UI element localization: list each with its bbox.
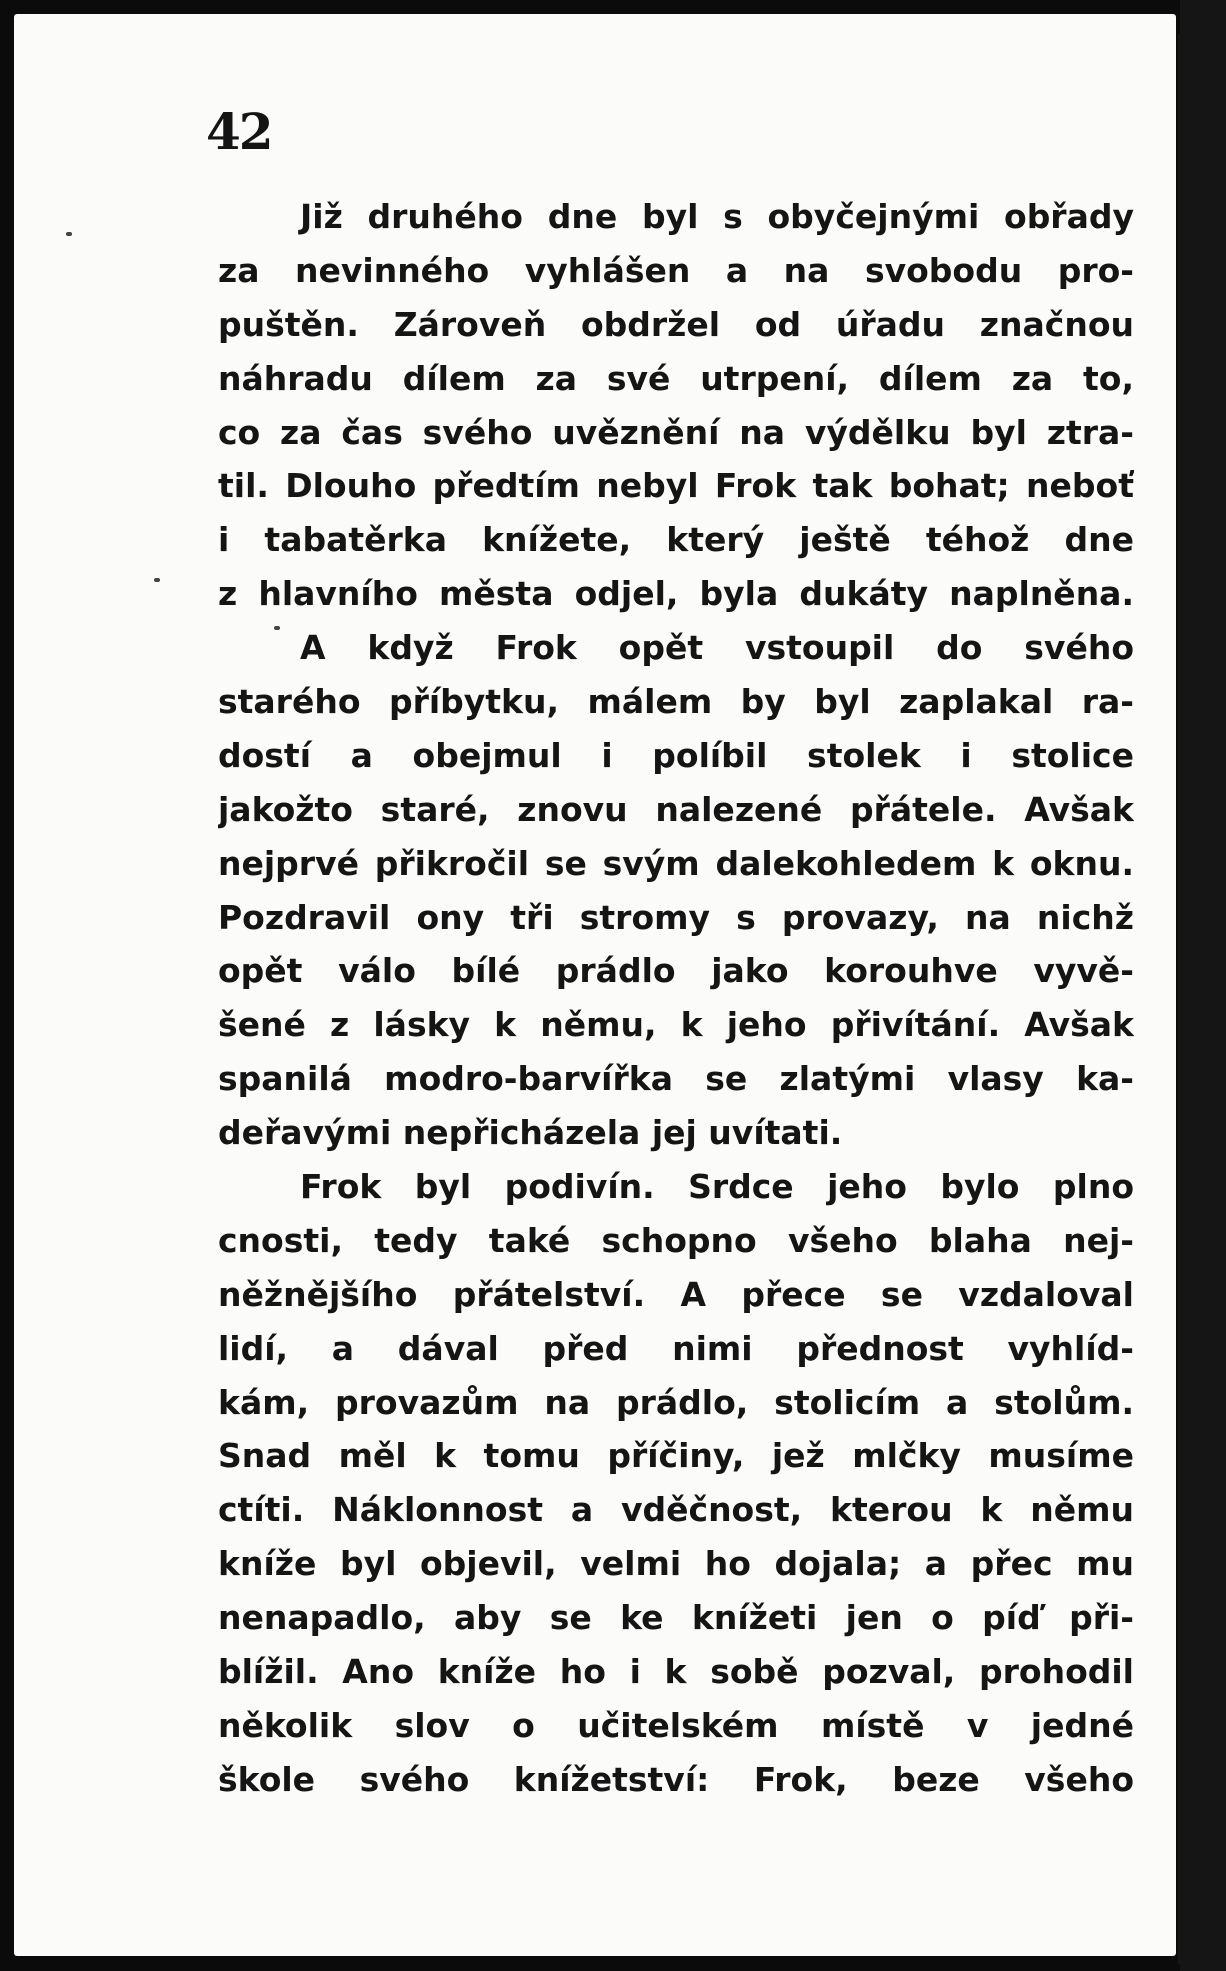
text-line: puštěn. Zároveň obdržel od úřadu značnou: [218, 304, 1134, 344]
text-line: něžnějšího přátelství. A přece se vzdaloval: [218, 1274, 1134, 1314]
text-line: za nevinného vyhlášen a na svobodu pro-: [218, 250, 1134, 290]
text-line: cnosti, tedy také schopno všeho blaha nej-: [218, 1220, 1134, 1260]
text-line: několik slov o učitelském místě v jedné: [218, 1705, 1134, 1745]
text-line: náhradu dílem za své utrpení, dílem za to,: [218, 358, 1134, 398]
text-line: i tabatěrka knížete, který ještě téhož dne: [218, 520, 1134, 560]
text-line: z hlavního města odjel, byla dukáty naplněna.: [218, 574, 1134, 614]
scan-speck: [154, 578, 160, 582]
text-line: Pozdravil ony tři stromy s provazy, na nichž: [218, 897, 1134, 937]
text-line: jakožto staré, znovu nalezené přátele. Avšak: [218, 789, 1134, 829]
text-line: ctíti. Náklonnost a vděčnost, kterou k němu: [218, 1490, 1134, 1530]
text-line: til. Dlouho předtím nebyl Frok tak bohat; neboť: [218, 466, 1134, 506]
text-line: šené z lásky k němu, k jeho přivítání. Avšak: [218, 1005, 1134, 1045]
text-line: opět válo bílé prádlo jako korouhve vyvě-: [218, 951, 1134, 991]
text-line: Snad měl k tomu příčiny, jež mlčky musíme: [218, 1436, 1134, 1476]
text-line: lidí, a dával před nimi přednost vyhlíd-: [218, 1328, 1134, 1368]
text-line: spanilá modro-barvířka se zlatými vlasy ka-: [218, 1059, 1134, 1099]
text-line: Již druhého dne byl s obyčejnými obřady: [300, 197, 1134, 236]
page-number: 42: [206, 102, 272, 161]
text-line: starého příbytku, málem by byl zaplakal ra-: [218, 682, 1134, 722]
text-line: dostí a obejmul i políbil stolek i stolice: [218, 735, 1134, 775]
scan-speck: [66, 232, 72, 236]
text-line: blížil. Ano kníže ho i k sobě pozval, prohodil: [218, 1652, 1134, 1692]
book-page: [14, 14, 1176, 1956]
text-line: A když Frok opět vstoupil do svého: [300, 628, 1134, 668]
body-text: [218, 190, 1134, 1807]
scan-border: [1180, 0, 1226, 1971]
text-line: nenapadlo, aby se ke knížeti jen o píď při-: [218, 1598, 1134, 1638]
text-line: kníže byl objevil, velmi ho dojala; a přec mu: [218, 1544, 1134, 1584]
text-line: Frok byl podivín. Srdce jeho bylo plno: [300, 1167, 1134, 1207]
text-line: kám, provazům na prádlo, stolicím a stolům.: [218, 1382, 1134, 1422]
text-line: škole svého knížetství: Frok, beze všeho: [218, 1759, 1134, 1799]
text-line: deřavými nepřicházela jej uvítati.: [218, 1113, 843, 1153]
text-line: nejprvé přikročil se svým dalekohledem k oknu.: [218, 843, 1134, 883]
text-line: co za čas svého uvěznění na výdělku byl ztra-: [218, 412, 1134, 452]
